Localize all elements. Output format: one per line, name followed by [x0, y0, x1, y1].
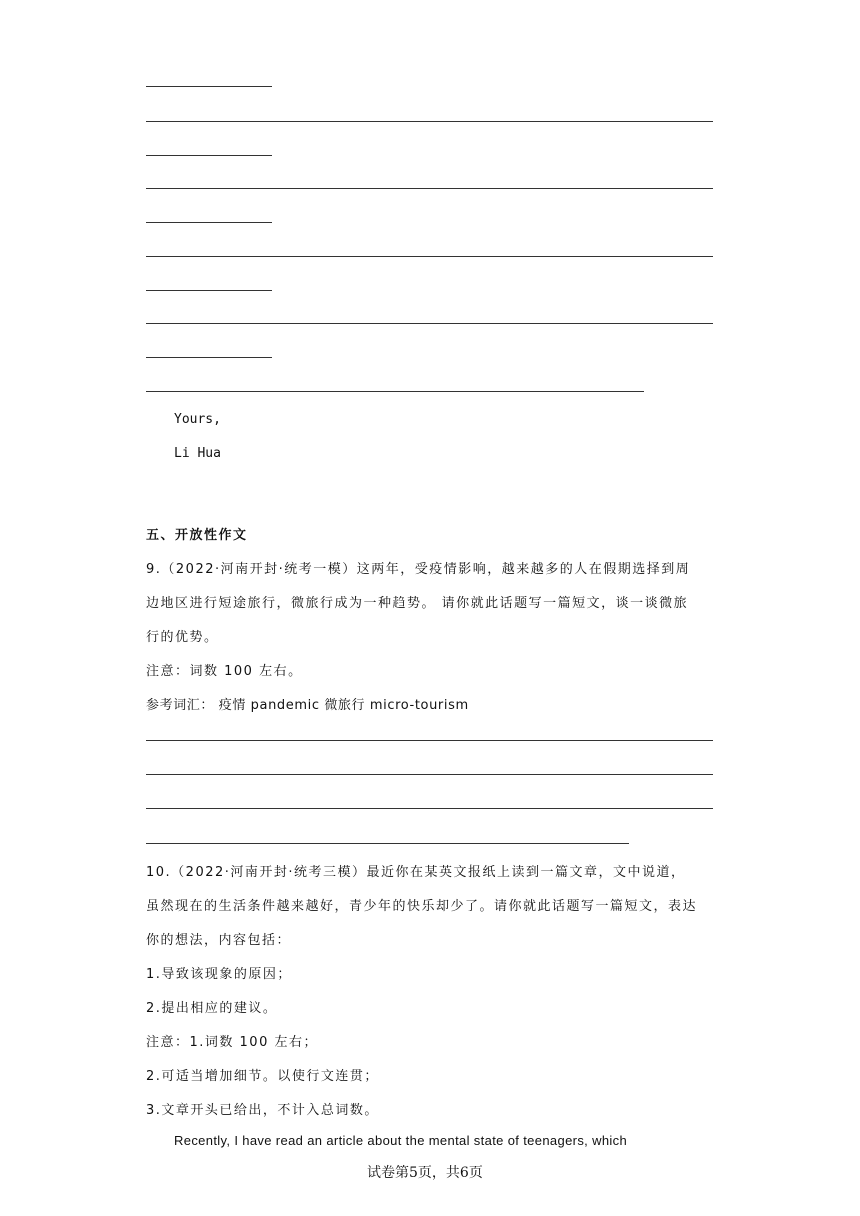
q9-prompt-line: 行的优势。: [146, 630, 219, 645]
q9-prompt-line: 边地区进行短途旅行，微旅行成为一种趋势。 请你就此话题写一篇短文，谈一谈微旅: [146, 596, 689, 611]
q10-note: 注意：1.词数 100 左右；: [146, 1035, 318, 1050]
q9-prompt-line: 9.（2022·河南开封·统考一模）这两年，受疫情影响，越来越多的人在假期选择到周: [146, 562, 691, 577]
writing-line: [146, 323, 713, 324]
q10-prompt-line: 你的想法，内容包括：: [146, 933, 292, 948]
writing-line: [146, 290, 272, 291]
writing-line: [146, 808, 713, 809]
writing-line: [146, 391, 644, 392]
section-heading: 五、开放性作文: [146, 528, 248, 543]
q9-vocab: 参考词汇： 疫情 pandemic 微旅行 micro-tourism: [146, 698, 469, 713]
writing-line: [146, 740, 713, 741]
writing-line: [146, 86, 272, 87]
writing-line: [146, 774, 713, 775]
q9-note: 注意：词数 100 左右。: [146, 664, 303, 679]
writing-line: [146, 357, 272, 358]
q10-opening-sentence: Recently, I have read an article about the mental state of teenagers, which: [174, 1133, 628, 1148]
q10-prompt-line: 虽然现在的生活条件越来越好，青少年的快乐却少了。请你就此话题写一篇短文，表达: [146, 899, 698, 914]
letter-signature: Li Hua: [174, 446, 221, 461]
writing-line: [146, 843, 629, 844]
writing-line: [146, 222, 272, 223]
writing-line: [146, 121, 713, 122]
writing-line: [146, 188, 713, 189]
q10-note: 2.可适当增加细节。以使行文连贯；: [146, 1069, 379, 1084]
writing-line: [146, 256, 713, 257]
q10-content-item: 2.提出相应的建议。: [146, 1001, 278, 1016]
q10-note: 3.文章开头已给出，不计入总词数。: [146, 1103, 379, 1118]
letter-closing: Yours,: [174, 412, 221, 427]
q10-prompt-line: 10.（2022·河南开封·统考三模）最近你在某英文报纸上读到一篇文章，文中说道，: [146, 865, 686, 880]
q10-content-item: 1.导致该现象的原因；: [146, 967, 292, 982]
writing-line: [146, 155, 272, 156]
page-footer: 试卷第5页，共6页: [367, 1165, 483, 1181]
